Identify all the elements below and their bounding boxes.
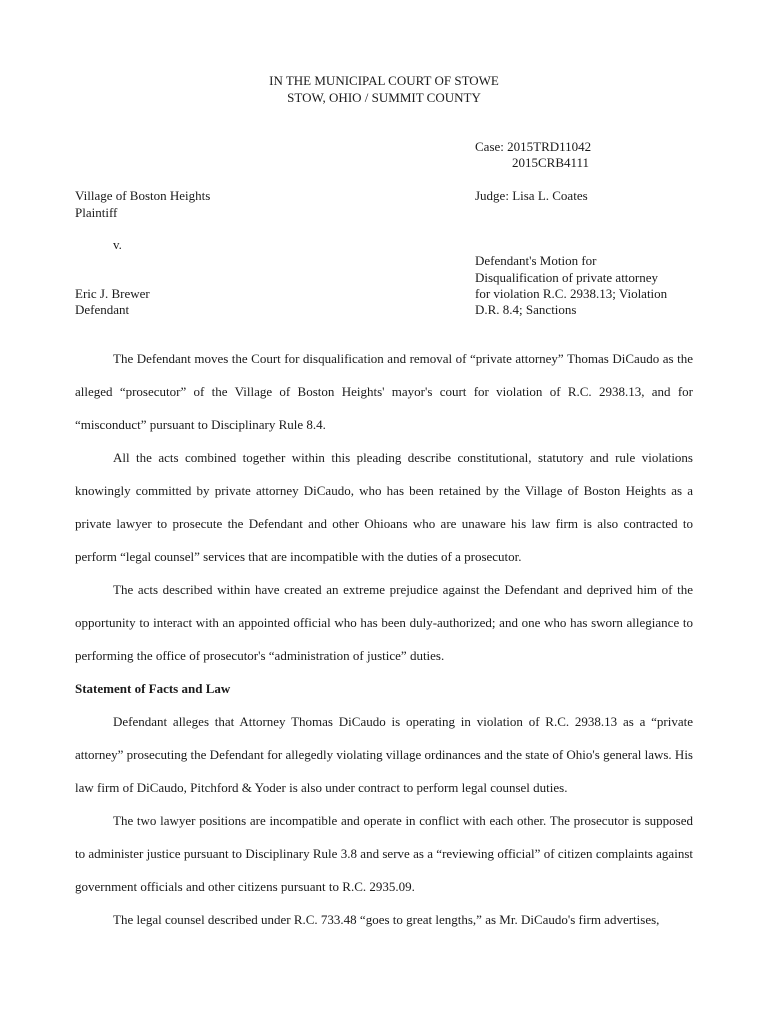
motion-title-line-2: Disqualification of private attorney: [475, 270, 659, 285]
plaintiff-role: Plaintiff: [75, 205, 118, 220]
motion-title-line-3: for violation R.C. 2938.13; Violation: [475, 286, 668, 301]
paragraph-allegation: Defendant alleges that Attorney Thomas DiCaudo is operating in violation of R.C. 2938.13 as a “private attorney” prosecuting the Defendant for allegedly violating village ordinances and the state of Ohio's general laws. His law firm of DiCaudo, Pitchford & Yoder is also under contract to perform legal counsel duties.: [75, 714, 693, 795]
motion-title-line-1: Defendant's Motion for: [475, 253, 597, 268]
paragraph-motion: The Defendant moves the Court for disqualification and removal of “private attorney” Thomas DiCaudo as the alleged “prosecutor” of the Village of Boston Heights' mayor's court for violation of R.C. 2938.13, and for “misconduct” pursuant to Disciplinary Rule 8.4.: [75, 351, 693, 432]
judge-name: Judge: Lisa L. Coates: [475, 188, 588, 203]
document-body: [75, 342, 693, 936]
court-location: STOW, OHIO / SUMMIT COUNTY: [287, 90, 481, 105]
paragraph-prejudice: The acts described within have created an extreme prejudice against the Defendant and deprived him of the opportunity to interact with an appointed official who has been duly-authorized; and one who has sworn allegiance to performing the office of prosecutor's “administration of justice” duties.: [75, 582, 693, 663]
paragraph-legal-counsel: The legal counsel described under R.C. 733.48 “goes to great lengths,” as Mr. DiCaudo's firm advertises,: [113, 912, 660, 927]
case-number-2: 2015CRB4111: [512, 155, 590, 170]
motion-title-line-4: D.R. 8.4; Sanctions: [475, 302, 577, 317]
plaintiff-name: Village of Boston Heights: [75, 188, 211, 203]
court-title: IN THE MUNICIPAL COURT OF STOWE: [269, 73, 499, 88]
paragraph-acts-combined: All the acts combined together within this pleading describe constitutional, statutory and rule violations knowingly committed by private attorney DiCaudo, who has been retained by the Village of Boston Heights as a private lawyer to prosecute the Defendant and other Ohioans who are unaware his law firm is also contracted to perform “legal counsel” services that are incompatible with the duties of a prosecutor.: [75, 450, 693, 564]
versus: v.: [113, 237, 122, 252]
case-number-1: Case: 2015TRD11042: [475, 139, 592, 154]
defendant-name: Eric J. Brewer: [75, 286, 150, 301]
defendant-role: Defendant: [75, 302, 130, 317]
section-heading: Statement of Facts and Law: [75, 681, 231, 696]
paragraph-incompatible: The two lawyer positions are incompatible and operate in conflict with each other. The prosecutor is supposed to administer justice pursuant to Disciplinary Rule 3.8 and serve as a “reviewing official” of citizen complaints against government officials and other citizens pursuant to R.C. 2935.09.: [75, 813, 693, 894]
